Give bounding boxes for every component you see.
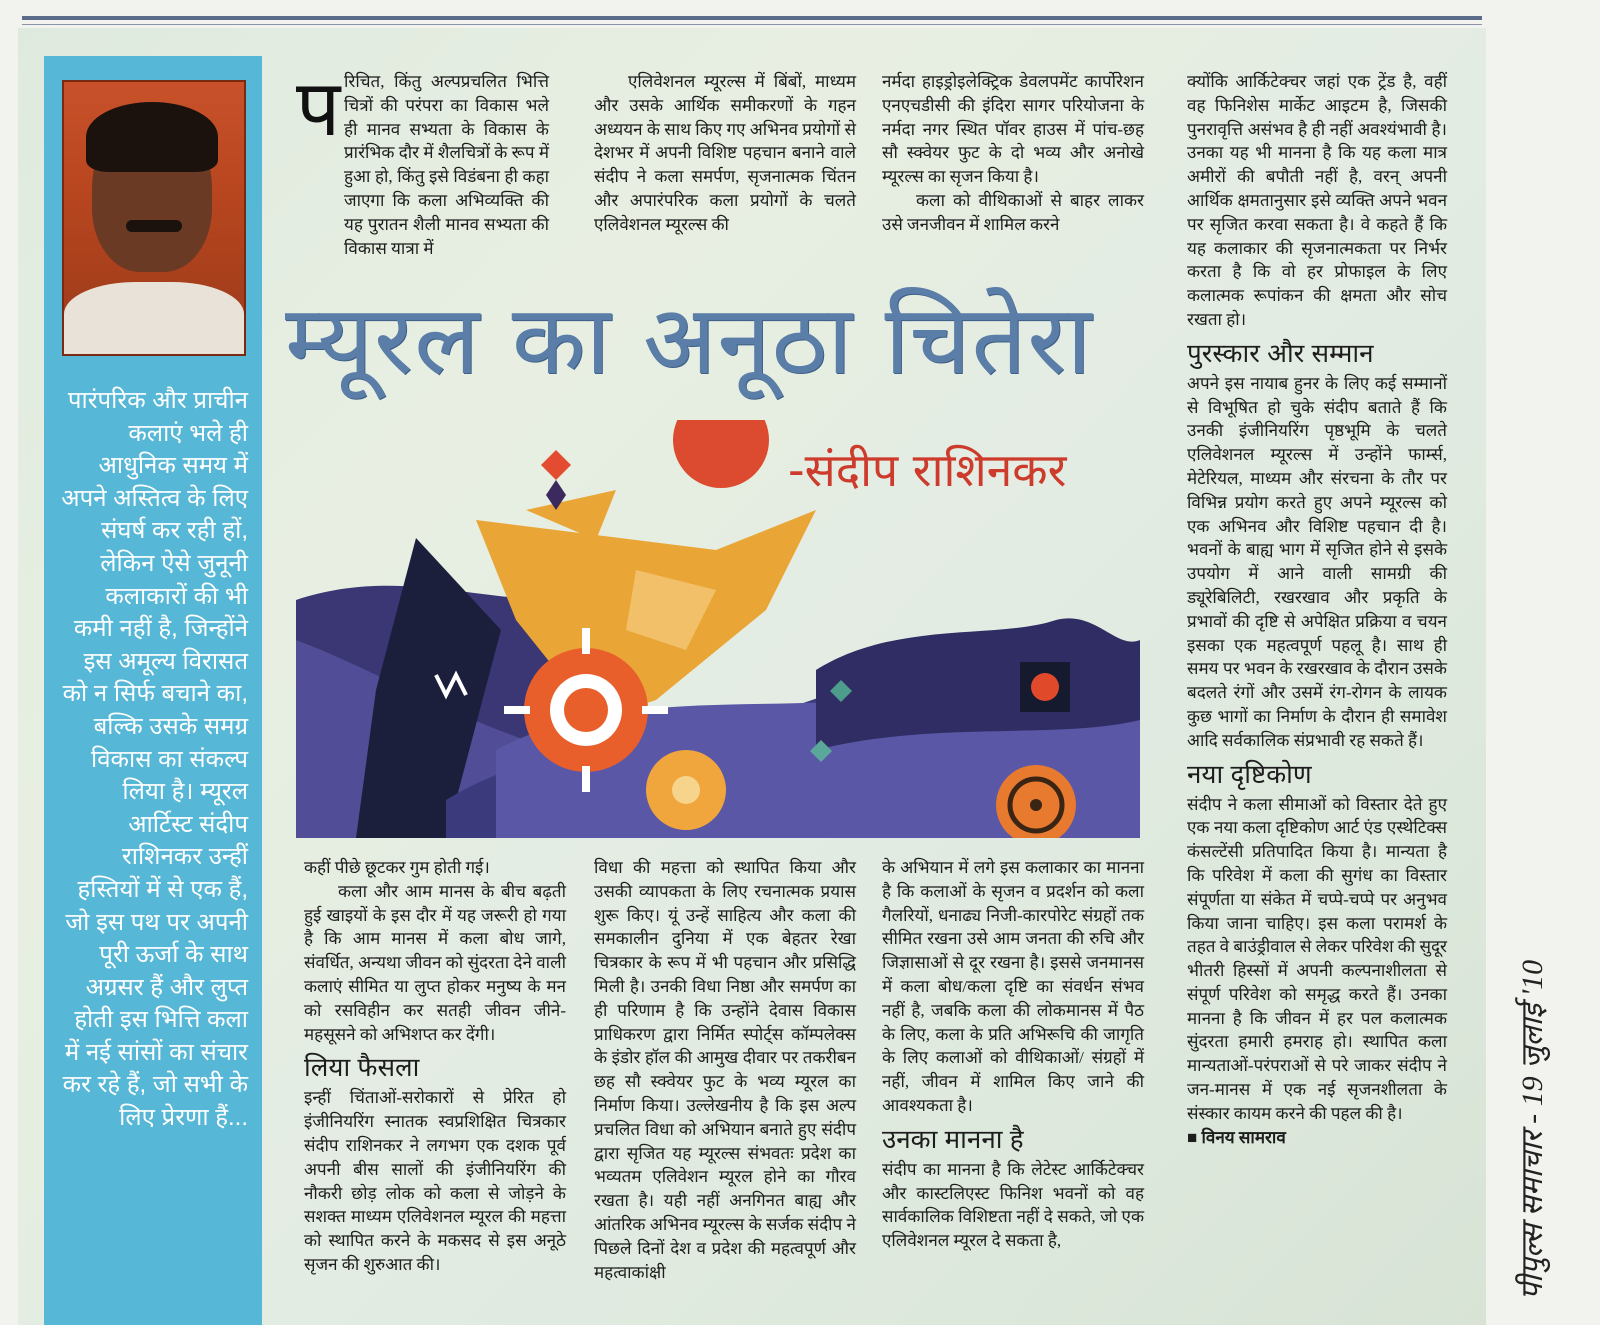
author-byline: -संदीप राशिनकर (788, 443, 1067, 497)
col3-top-text-2: कला को वीथिकाओं से बाहर लाकर उसे जनजीवन में शामिल करने (882, 190, 1144, 234)
column-2-top (594, 70, 856, 237)
subheading-decision: लिया फैसला (304, 1052, 420, 1083)
col1-top-text: रिचित, किंतु अल्पप्रचलित भित्ति चित्रों की परंपरा का विकास भले ही मानव सभ्यता के विकास के प्रारंभिक दौर में शैलचित्रों के रूप में हुआ हो, किंतु इसे विडंबना ही कहा जाएगा कि कला अभिव्यक्ति की यह पुरातन शैली मानव सभ्यता की विकास यात्रा में (344, 72, 549, 258)
column-3-bottom (882, 856, 1144, 1253)
col1-bottom-text-1: कहीं पीछे छूटकर गुम होती गई। (304, 858, 490, 877)
col1-bottom-text-2: कला और आम मानस के बीच बढ़ती हुई खाइयों के इस दौर में यह जरूरी हो गया है कि आम मानस में कला बोध जागे, संवर्धित, अन्यथा जीवन को सुंदरता देने वाली कलाएं सीमित या लुप्त होकर मनुष्य के मन को रसविहीन कर सतही जीवन जीने-महसूसने को अभिशप्त कर देंगी। (304, 881, 566, 1044)
top-rule-thin (22, 24, 1482, 25)
col4-text-2: अपने इस नायाब हुनर के लिए कई सम्मानों से विभूषित हो चुके संदीप बताते हैं कि उनकी इंजीनियरिंग पृष्ठभूमि के चलते एलिवेशनल म्यूरल्स में उन्होंने फार्म्स, मेटेरियल, माध्यम और संरचना के तौर पर विभिन्न प्रयोग करते हुए अपने म्यूरल्स को एक अभिनव और विशिष्ट पहचान दी है। भवनों के बाह्य भाग में सृजित होने से इसके उपयोग में आने वाली सामग्री की ड्यूरेबिलिटी, रखरखाव और प्रकृति के प्रभावों की दृष्टि से अपेक्षित प्रक्रिया व चयन इसका एक महत्वपूर्ण पहलू है। साथ ही समय पर भवन के रखरखाव के दौरान उसके बदलते रंगों और उसमें रंग-रोगन के लायक कुछ भागों का निर्माण के दौरान ही समावेश आदि सर्वकालिक संप्रभावी रह सकते हैं। (1187, 373, 1447, 750)
article-headline: म्यूरल का अनूठा चितेरा (285, 284, 1093, 396)
col4-text-3: संदीप ने कला सीमाओं को विस्तार देते हुए एक नया कला दृष्टिकोण आर्ट एंड एस्थेटिक्स कंसल्टेंसी प्रतिपादित किया है। मान्यता है कि परिवेश में कला की सुगंध का विस्तार संपूर्णता या संकेत में चप्पे-चप्पे पर अनुभव किया जाना चाहिए। इस कला परामर्श के तहत वे बाउंड्रीवाल से लेकर परिवेश की सुदूर भीतरी हिस्सों में अपनी कल्पनाशीलता से संपूर्ण परिवेश को समृद्ध करते हैं। उनका मानना है कि जीवन में हर पल कलात्मक सुंदरता हमारी हमराह हो। स्थापित कला मान्यताओं-परंपराओं से परे जाकर संदीप ने जन-मानस में एक नई सृजनशीलता के संस्कार कायम करने की पहल की है। (1187, 794, 1447, 1123)
col2-bottom-text: विधा की महत्ता को स्थापित किया और उसकी व्यापकता के लिए रचनात्मक प्रयास शुरू किए। यूं उन्हें साहित्य और कला की समकालीन दुनिया में एक बेहतर रेखा चित्रकार के रूप में भी पहचान और प्रसिद्धि मिली है। उनकी विधा निष्ठा और समर्पण का ही परिणाम है कि उन्होंने देवास विकास प्राधिकरण द्वारा निर्मित स्पोर्ट्स कॉम्पलेक्स के इंडोर हॉल की आमुख दीवार पर तकरीबन छह सौ स्क्वेयर फुट के भव्य म्यूरल का निर्माण किया। उल्लेखनीय है कि इस अल्प प्रचलित विधा को अभियान बनाते हुए संदीप द्वारा सृजित यह म्यूरल्स संभवतः प्रदेश का भव्यतम एलिवेशन म्यूरल होने का गौरव रखता है। यही नहीं अनगिनत बाह्य और आंतरिक अभिनव म्यूरल्स के सर्जक संदीप ने पिछले दिनों देश व प्रदेश की महत्वपूर्ण और महत्वाकांक्षी (594, 858, 856, 1282)
subheading-his-view: उनका मानना है (882, 1123, 1024, 1154)
column-4 (1187, 70, 1447, 1149)
col2-top-text: एलिवेशनल म्यूरल्स में बिंबों, माध्यम और उसके आर्थिक समीकरणों के गहन अध्ययन के साथ किए गए अभिनव प्रयोगों से देशभर में अपनी विशिष्ट पहचान बनाने वाले संदीप ने कला समर्पण, सृजनात्मक चिंतन और अपारंपरिक कला प्रयोगों के चलते एलिवेशनल म्यूरल्स की (594, 72, 856, 234)
top-rule (22, 16, 1482, 20)
subheading-awards: पुरस्कार और सम्मान (1187, 337, 1374, 368)
subheading-new-perspective: नया दृष्टिकोण (1187, 758, 1312, 789)
col3-bottom-text-1: के अभियान में लगे इस कलाकार का मानना है कि कलाओं के सृजन व प्रदर्शन को कला गैलरियों, धनाढ्य निजी-कारपोरेट संग्रहों तक सीमित रखना उसे आम जनता की रुचि और जिज्ञासाओं से दूर रखना है। इससे जनमानस में कला बोध/कला दृष्टि का संवर्धन संभव नहीं है, जबकि कला की लोकमानस में पैठ के लिए, कला के प्रति अभिरूचि की जागृति के लिए कलाओं को वीथिकाओं/ संग्रहों में नहीं, जीवन में शामिल किए जाने की आवश्यकता है। (882, 858, 1144, 1115)
column-1-top-first (344, 70, 549, 260)
col3-top-text-1: नर्मदा हाइड्रोइलेक्ट्रिक डेवलपमेंट कार्पोरेशन एनएचडीसी की इंदिरा सागर परियोजना के नर्मदा नगर स्थित पॉवर हाउस में पांच-छह सौ स्क्वेयर फुट के दो भव्य और अनोखे म्यूरल्स का सृजन किया है। (882, 72, 1144, 187)
column-3-top (882, 70, 1144, 237)
publication-caption: पीपुल्स समाचार - 19 जुलाई '10 (1516, 959, 1549, 1300)
col1-bottom-text-3: इन्हीं चिंताओं-सरोकारों से प्रेरित हो इंजीनियरिंग स्नातक स्वप्रशिक्षित चित्रकार संदीप राशिनकर ने लगभग एक दशक पूर्व अपनी बीस सालों की इंजीनियरिंग की नौकरी छोड़ लोक को कला से जोड़ने के सशक्त माध्यम एलिवेशनल म्यूरल की महत्ता को स्थापित करने के मकसद से इस अनूठे सृजन की शुरुआत की। (304, 1088, 566, 1274)
column-1-bottom (304, 856, 566, 1277)
sidebar-intro-text: पारंपरिक और प्राचीन कलाएं भले ही आधुनिक समय में अपने अस्तित्व के लिए संघर्ष कर रही हों, लेकिन ऐसे जुनूनी कलाकारों की भी कमी नहीं है, जिन्होंने इस अमूल्य विरासत को न सिर्फ बचाने का, बल्कि उसके समग्र विकास का संकल्प लिया है। म्यूरल आर्टिस्ट संदीप राशिनकर उन्हीं हस्तियों में से एक हैं, जो इस पथ पर अपनी पूरी ऊर्जा के साथ अग्रसर हैं और लुप्त होती इस भित्ति कला में नई सांसों का संचार कर रहे हैं, जो सभी के लिए प्रेरणा हैं... (61, 387, 248, 1132)
drop-cap: प (296, 65, 341, 152)
author-photo (62, 80, 246, 356)
author-signature: ■ विनय सामराव (1187, 1127, 1286, 1147)
column-2-bottom (594, 856, 856, 1284)
col3-bottom-text-2: संदीप का मानना है कि लेटेस्ट आर्किटेक्चर और कास्टलिएस्ट फिनिश भवनों को वह सार्वकालिक विशिष्टता नहीं दे सकते, जो एक एलिवेशनल म्यूरल दे सकता है, (882, 1159, 1144, 1251)
col4-text-1: क्योंकि आर्किटेक्चर जहां एक ट्रेंड है, वहीं वह फिनिशेस मार्केट आइटम है, जिसकी पुनरावृत्ति असंभव है ही नहीं अवश्यंभावी है। उनका यह भी मानना है कि यह कला मात्र अमीरों की बपौती नहीं है, वरन् अपनी आर्थिक क्षमतानुसार इसे व्यक्ति अपने भवन पर सृजित करवा सकता है। वे कहते हैं कि यह कलाकार की सृजनात्मकता पर निर्भर करता है कि वो हर प्रोफाइल के लिए कलात्मक रूपांकन की क्षमता और सोच रखता हो। (1187, 72, 1447, 329)
